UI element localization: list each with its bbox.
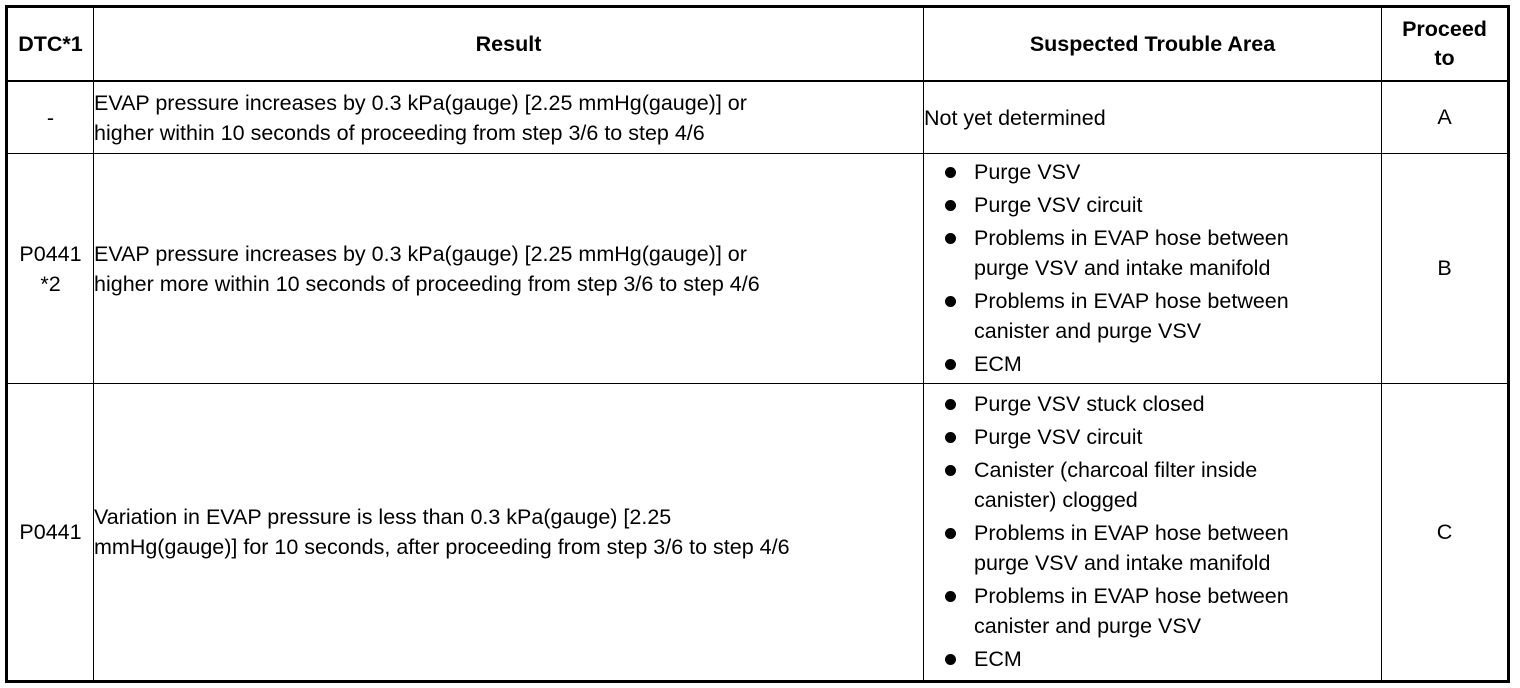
bullet-icon <box>945 528 956 539</box>
list-item <box>924 644 1381 674</box>
dtc-code-cell <box>7 384 94 682</box>
dtc-code: - <box>46 105 55 130</box>
header-suspected-area: Suspected Trouble Area <box>924 7 1382 82</box>
list-item-text: Purge VSV circuit <box>974 193 1143 217</box>
suspected-area-list <box>924 154 1381 383</box>
proceed-to-value: B <box>1437 256 1452 280</box>
table-row <box>7 81 1509 154</box>
list-item <box>924 286 1381 346</box>
bullet-icon <box>945 233 956 244</box>
dtc-table-container <box>5 5 1510 683</box>
bullet-icon <box>945 432 956 443</box>
bullet-icon <box>945 465 956 476</box>
suspected-area-text: Not yet determined <box>924 105 1106 130</box>
result-text-line: EVAP pressure increases by 0.3 kPa(gauge) [2.25 mmHg(gauge)] or <box>94 241 747 266</box>
list-item-text: canister and purge VSV <box>974 319 1202 343</box>
list-item <box>924 349 1381 379</box>
bullet-icon <box>945 200 956 211</box>
suspected-area-cell <box>924 81 1382 154</box>
result-text-line: higher within 10 seconds of proceeding from step 3/6 to step 4/6 <box>94 120 705 145</box>
list-item-text: canister) clogged <box>974 488 1138 512</box>
list-item-text: Canister (charcoal filter inside <box>974 458 1258 482</box>
list-item-text: Problems in EVAP hose between <box>974 521 1289 545</box>
dtc-code: P0441 <box>19 520 82 544</box>
list-item-text: Problems in EVAP hose between <box>974 226 1289 250</box>
result-text-line: mmHg(gauge)] for 10 seconds, after proceeding from step 3/6 to step 4/6 <box>94 535 790 559</box>
header-proceed-to <box>1382 7 1509 82</box>
list-item-text: canister and purge VSV <box>974 614 1202 638</box>
list-item-text: Purge VSV circuit <box>974 425 1143 449</box>
header-result: Result <box>94 7 924 82</box>
list-item-text: Problems in EVAP hose between <box>974 584 1289 608</box>
list-item <box>924 581 1381 641</box>
header-proceed-line1: Proceed <box>1402 17 1487 41</box>
dtc-code: P0441 <box>19 241 82 266</box>
table-row <box>7 384 1509 682</box>
list-item <box>924 389 1381 419</box>
bullet-icon <box>945 591 956 602</box>
proceed-to-cell <box>1382 384 1509 682</box>
proceed-to-cell <box>1382 81 1509 154</box>
list-item-text: purge VSV and intake manifold <box>974 256 1271 280</box>
table-row <box>7 154 1509 384</box>
list-item <box>924 190 1381 220</box>
proceed-to-value: C <box>1436 519 1453 544</box>
suspected-area-cell <box>924 384 1382 682</box>
suspected-area-list <box>924 386 1381 678</box>
table-header-row <box>7 7 1509 82</box>
result-text-line: EVAP pressure increases by 0.3 kPa(gauge) [2.25 mmHg(gauge)] or <box>94 90 747 115</box>
list-item-text: ECM <box>974 647 1022 671</box>
dtc-result-table <box>5 5 1510 683</box>
dtc-code-cell <box>7 154 94 384</box>
proceed-to-value: A <box>1437 105 1452 129</box>
bullet-icon <box>945 399 956 410</box>
bullet-icon <box>945 167 956 178</box>
list-item-text: purge VSV and intake manifold <box>974 551 1271 575</box>
dtc-code-cell <box>7 81 94 154</box>
result-cell <box>94 154 924 384</box>
list-item <box>924 157 1381 187</box>
proceed-to-cell <box>1382 154 1509 384</box>
result-text-line: higher more within 10 seconds of proceeding from step 3/6 to step 4/6 <box>94 271 760 296</box>
list-item-text: ECM <box>974 352 1022 376</box>
result-cell <box>94 384 924 682</box>
bullet-icon <box>945 654 956 665</box>
list-item-text: Purge VSV <box>974 160 1081 184</box>
bullet-icon <box>945 359 956 370</box>
list-item <box>924 518 1381 578</box>
suspected-area-cell <box>924 154 1382 384</box>
list-item <box>924 455 1381 515</box>
bullet-icon <box>945 296 956 307</box>
list-item <box>924 422 1381 452</box>
list-item-text: Purge VSV stuck closed <box>974 392 1205 416</box>
header-proceed-line2: to <box>1434 46 1455 70</box>
result-text-line: Variation in EVAP pressure is less than 0.3 kPa(gauge) [2.25 <box>94 505 672 529</box>
result-cell <box>94 81 924 154</box>
list-item <box>924 223 1381 283</box>
dtc-footnote: *2 <box>40 271 61 296</box>
list-item-text: Problems in EVAP hose between <box>974 289 1289 313</box>
header-dtc: DTC*1 <box>7 7 94 82</box>
